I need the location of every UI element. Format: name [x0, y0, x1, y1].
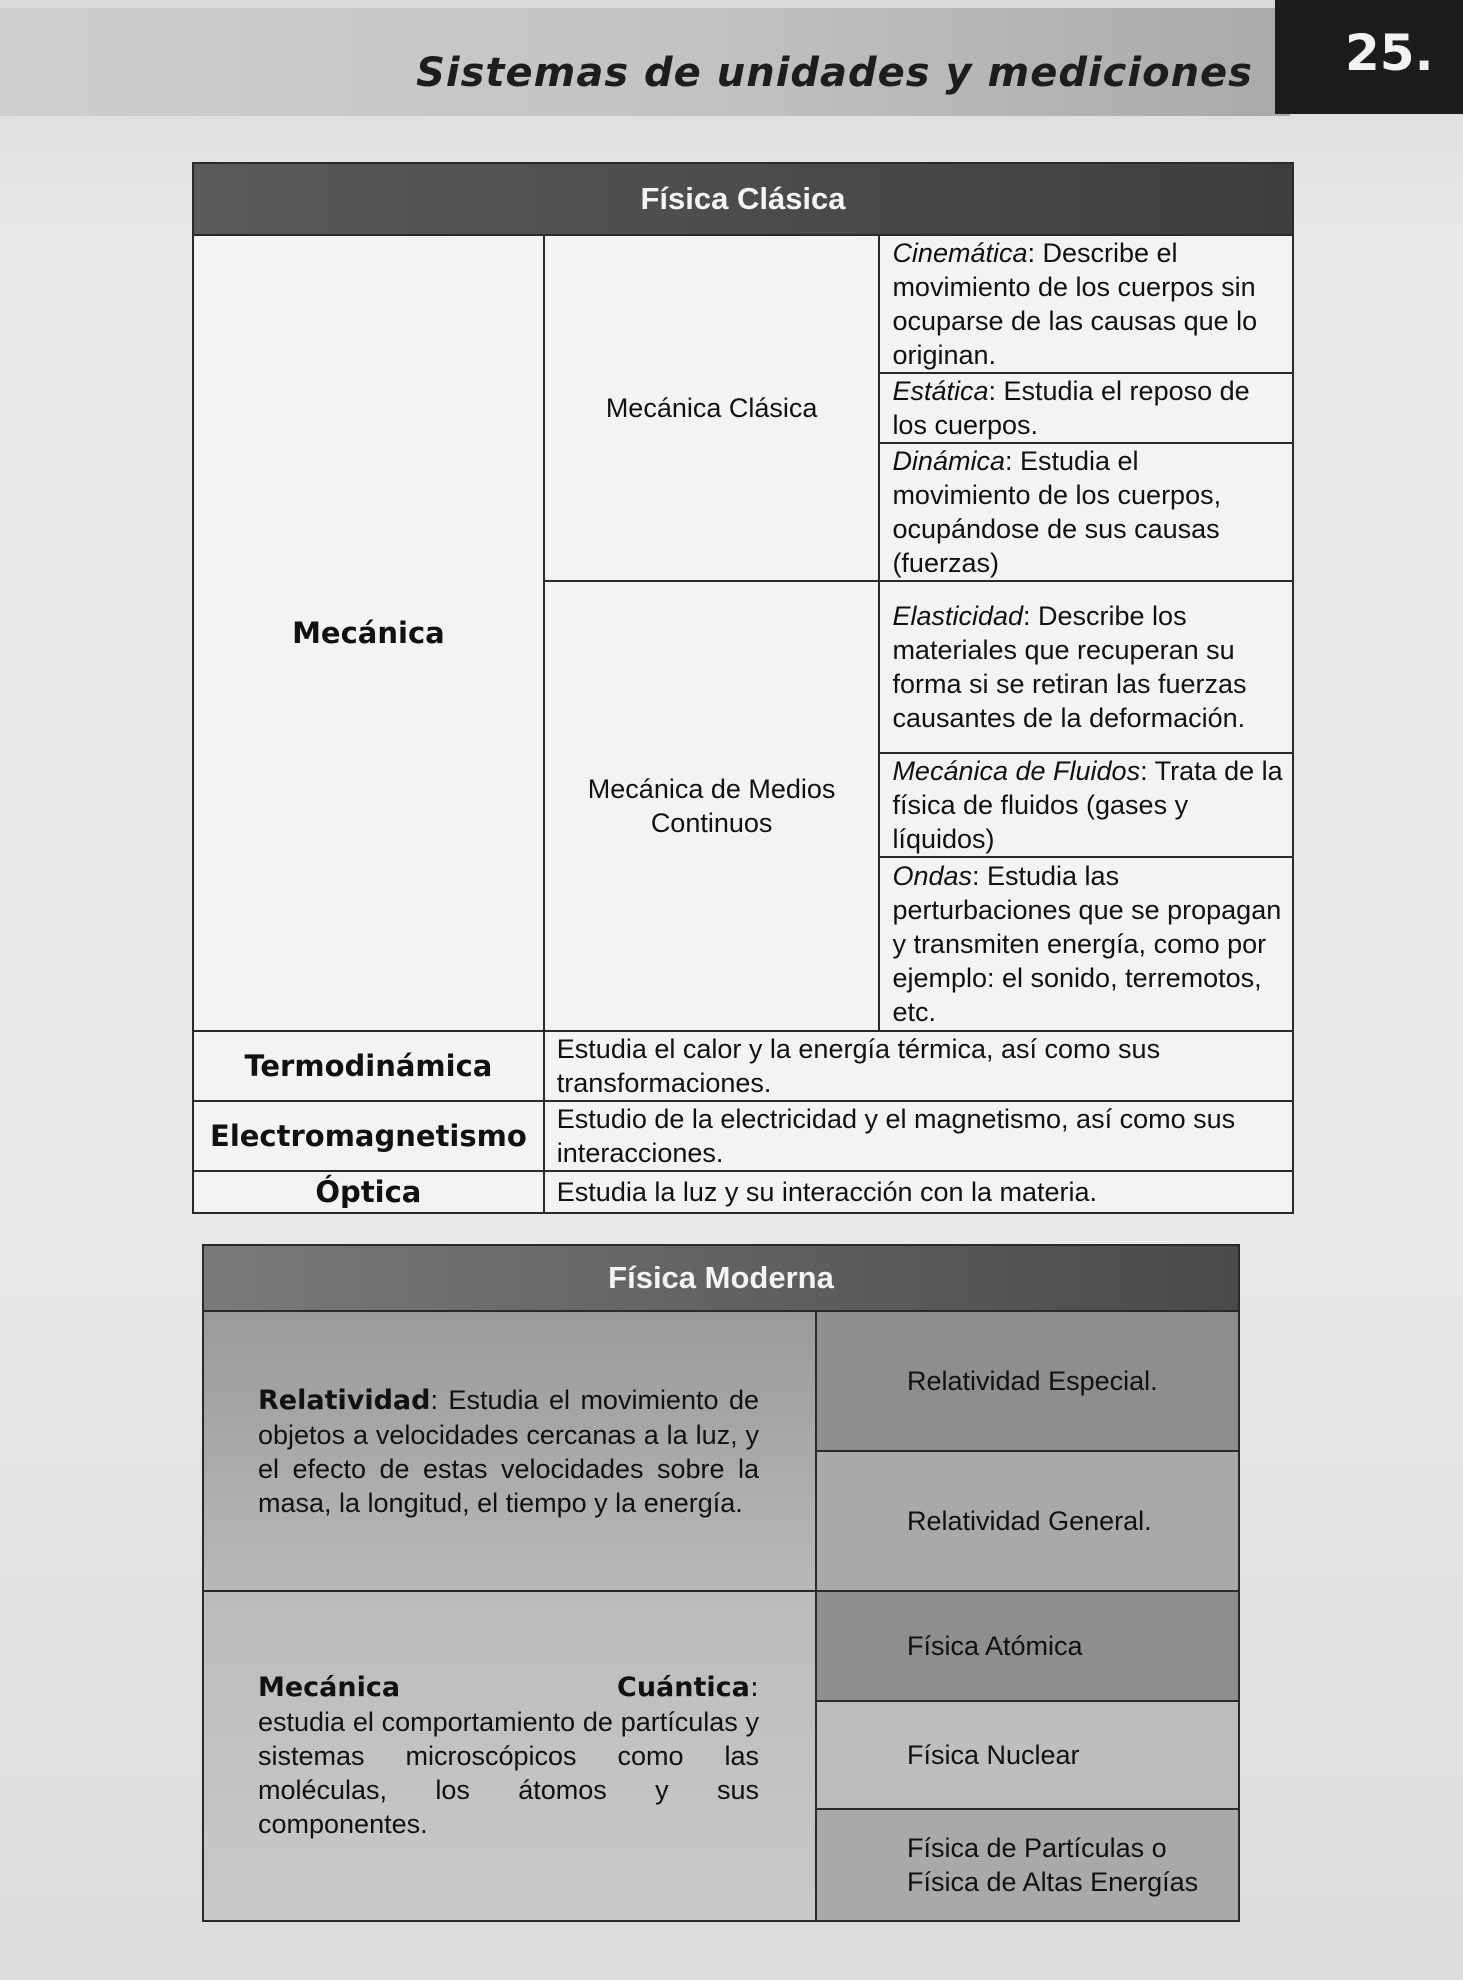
- mecanica-cuantica-desc: estudia el comportamiento de partículas y sistemas microscópicos como las moléculas, los átomos y sus componentes.: [258, 1707, 759, 1839]
- medios-continuos-label: Mecánica de Medios Continuos: [587, 774, 836, 838]
- estatica-cell: [879, 373, 1293, 443]
- mecanica-cuantica-term-1: Mecánica: [258, 1672, 401, 1703]
- mecanica-label: Mecánica: [292, 616, 445, 650]
- relatividad-general: Relatividad General.: [907, 1506, 1152, 1536]
- mecanica-cell: [193, 235, 544, 1031]
- fisica-atomica: Física Atómica: [907, 1631, 1083, 1661]
- fisica-atomica-cell: [816, 1591, 1239, 1701]
- termodinamica-desc: Estudia el calor y la energía térmica, así como sus transformaciones.: [544, 1031, 1293, 1101]
- fisica-nuclear: Física Nuclear: [907, 1740, 1080, 1770]
- relatividad-especial-cell: [816, 1311, 1239, 1451]
- cinematica-desc: : Describe el movimiento de los cuerpos sin ocuparse de las causas que lo originan.: [892, 238, 1258, 370]
- termodinamica-label: Termodinámica: [193, 1031, 544, 1101]
- mecanica-cuantica-heading: [258, 1671, 759, 1705]
- relatividad-especial: Relatividad Especial.: [907, 1366, 1158, 1396]
- fluidos-desc: : Trata de la física de fluidos (gases y líquidos): [892, 756, 1283, 854]
- relatividad-cell: [203, 1311, 816, 1591]
- optica-label: Óptica: [193, 1171, 544, 1213]
- fisica-clasica-table: [192, 162, 1294, 1214]
- fisica-clasica-title: Física Clásica: [193, 163, 1293, 235]
- ondas-cell: [879, 857, 1293, 1031]
- ondas-term: Ondas: [892, 861, 972, 891]
- cinematica-term: Cinemática: [892, 238, 1028, 268]
- fisica-particulas-cell: [816, 1809, 1239, 1921]
- elasticidad-desc: : Describe los materiales que recuperan su forma si se retiran las fuerzas causantes de la deformación.: [892, 601, 1247, 733]
- dinamica-desc: : Estudia el movimiento de los cuerpos, ocupándose de sus causas (fuerzas): [892, 446, 1222, 578]
- relatividad-general-cell: [816, 1451, 1239, 1591]
- dinamica-term: Dinámica: [892, 446, 1005, 476]
- fisica-moderna-table: [202, 1244, 1240, 1922]
- electromagnetismo-desc: Estudio de la electricidad y el magnetismo, así como sus interacciones.: [544, 1101, 1293, 1171]
- relatividad-term: Relatividad: [258, 1384, 431, 1416]
- fluidos-cell: [879, 753, 1293, 857]
- mecanica-clasica-cell: [544, 235, 880, 581]
- mecanica-cuantica-term-2: Cuántica: [617, 1672, 750, 1703]
- relatividad-desc: : Estudia el movimiento de objetos a velocidades cercanas a la luz, y el efecto de estas velocidades sobre la masa, la longitud, el tiempo y la energía.: [258, 1384, 759, 1518]
- fisica-moderna-title: Física Moderna: [203, 1245, 1239, 1311]
- estatica-desc: : Estudia el reposo de los cuerpos.: [892, 376, 1250, 440]
- electromagnetismo-label: Electromagnetismo: [193, 1101, 544, 1171]
- elasticidad-term: Elasticidad: [892, 601, 1024, 631]
- fisica-particulas: Física de Partículas o Física de Altas Energías: [907, 1833, 1199, 1897]
- elasticidad-cell: [879, 581, 1293, 753]
- dinamica-cell: [879, 443, 1293, 581]
- mecanica-clasica-label: Mecánica Clásica: [605, 393, 818, 423]
- mecanica-cuantica-colon: :: [749, 1672, 759, 1703]
- fisica-nuclear-cell: [816, 1701, 1239, 1809]
- page-number: 25.: [1345, 24, 1434, 82]
- ondas-desc: : Estudia las perturbaciones que se propagan y transmiten energía, como por ejemplo: el sonido, terremotos, etc.: [892, 861, 1282, 1027]
- medios-continuos-cell: [544, 581, 880, 1031]
- page-title: Sistemas de unidades y mediciones: [416, 50, 1253, 96]
- cinematica-cell: [879, 235, 1293, 373]
- optica-desc: Estudia la luz y su interacción con la materia.: [544, 1171, 1293, 1213]
- mecanica-cuantica-cell: [203, 1591, 816, 1921]
- estatica-term: Estática: [892, 376, 989, 406]
- fluidos-term: Mecánica de Fluidos: [892, 756, 1141, 786]
